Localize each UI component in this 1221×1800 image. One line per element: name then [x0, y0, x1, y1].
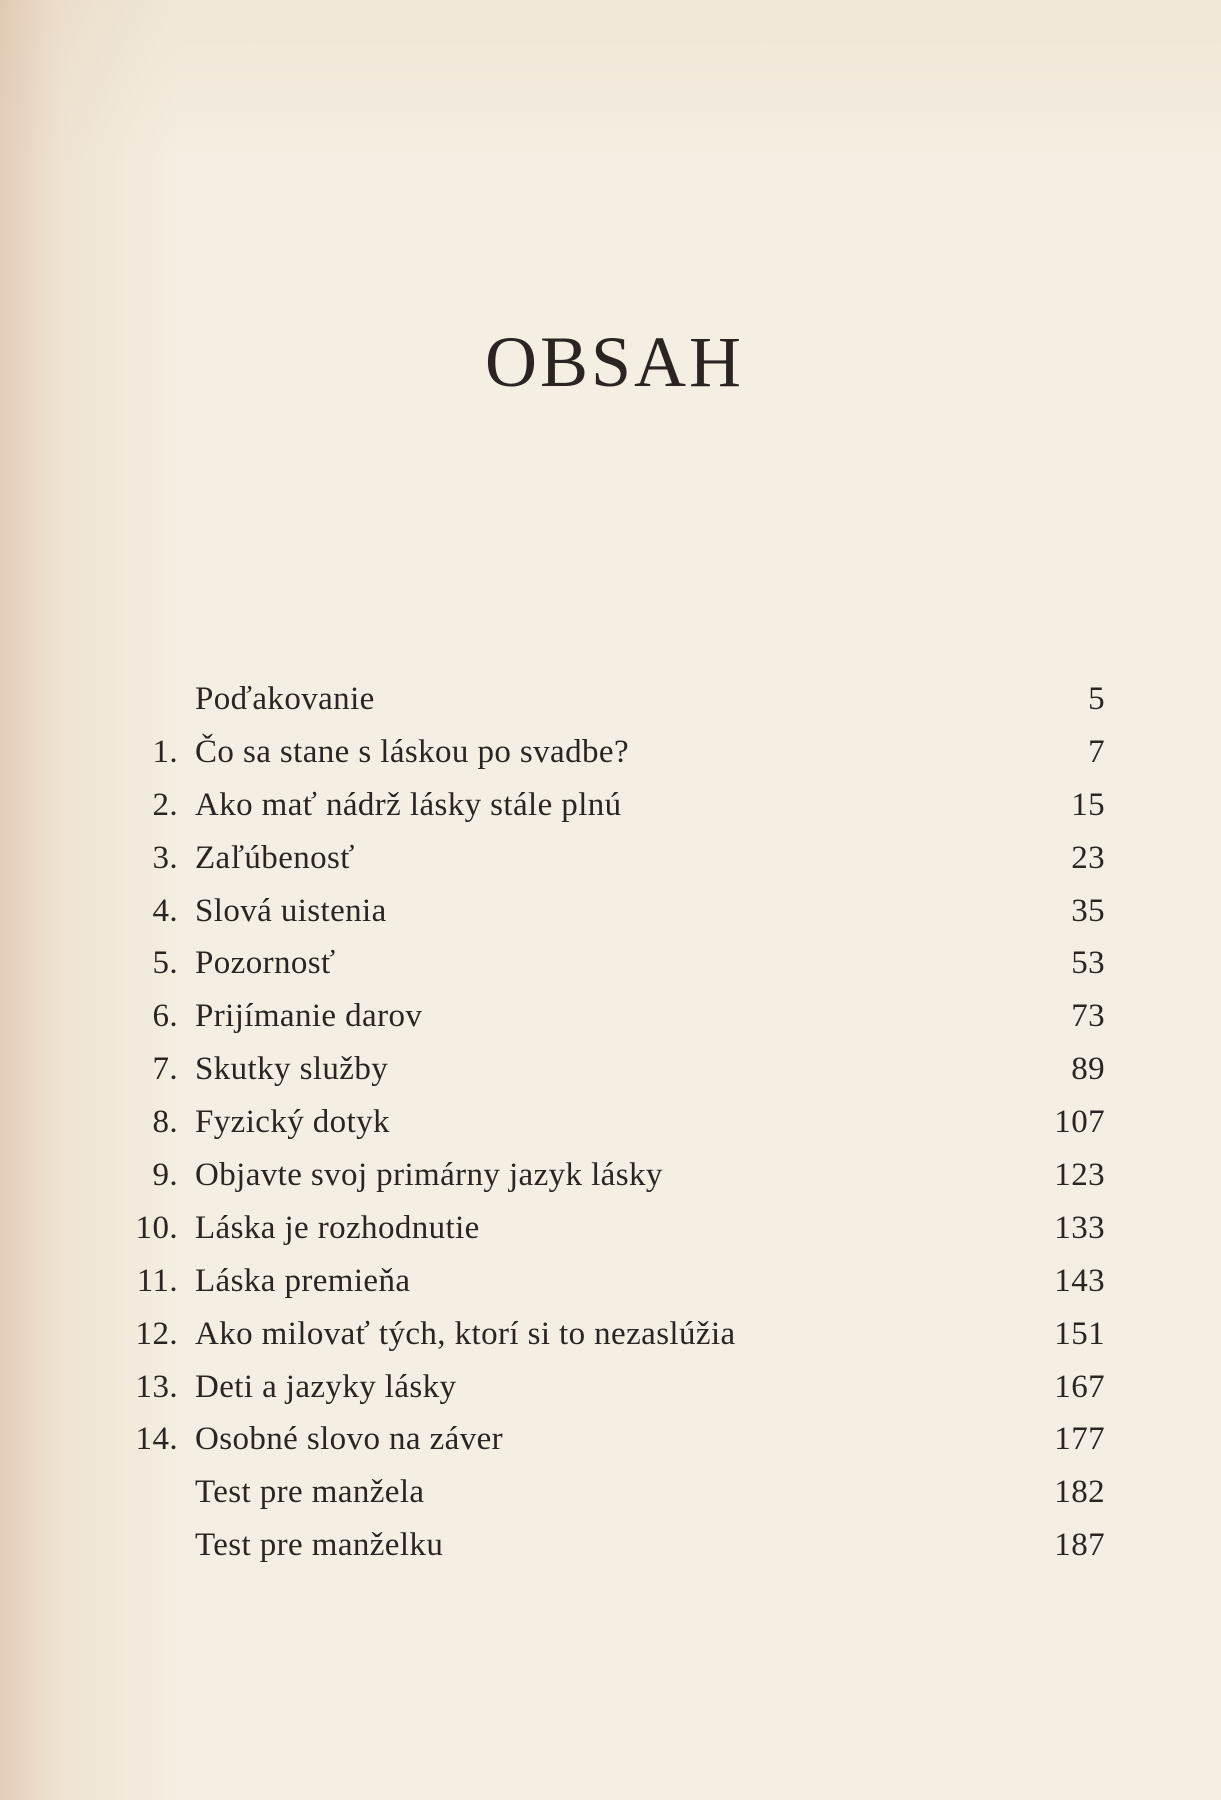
toc-entry-page: 89 — [1071, 1051, 1105, 1088]
toc-entry-number: 8. — [152, 1104, 178, 1141]
toc-entry-number: 12. — [135, 1315, 178, 1352]
toc-entry-title: Fyzický dotyk — [195, 1104, 390, 1141]
toc-entry-page: 53 — [1071, 945, 1105, 982]
toc-entry — [110, 1308, 1105, 1361]
toc-entry — [110, 1043, 1105, 1096]
toc-entry — [110, 726, 1105, 779]
toc-entry-title: Skutky služby — [195, 1051, 389, 1088]
toc-entry — [110, 673, 1105, 726]
toc-entry-page: 143 — [1054, 1262, 1105, 1299]
table-of-contents — [110, 673, 1105, 1572]
toc-entry-page: 177 — [1054, 1421, 1105, 1458]
toc-entry — [110, 1202, 1105, 1255]
toc-entry-title: Objavte svoj primárny jazyk lásky — [195, 1157, 663, 1194]
toc-entry-title: Osobné slovo na záver — [195, 1421, 504, 1458]
toc-entry-page: 107 — [1054, 1104, 1105, 1141]
toc-entry-title: Ako milovať tých, ktorí si to nezaslúžia — [195, 1315, 736, 1352]
toc-entry-title: Deti a jazyky lásky — [195, 1368, 457, 1405]
toc-entry-page: 187 — [1054, 1527, 1105, 1564]
toc-entry-title: Ako mať nádrž lásky stále plnú — [195, 786, 622, 823]
toc-entry-number: 13. — [135, 1368, 178, 1405]
toc-entry-number: 11. — [136, 1262, 178, 1299]
toc-entry-number: 1. — [152, 733, 178, 770]
toc-entry-page: 35 — [1071, 892, 1105, 929]
toc-entry — [110, 1255, 1105, 1308]
toc-entry — [110, 779, 1105, 832]
toc-entry-title: Poďakovanie — [195, 681, 375, 717]
toc-entry-title: Test pre manžela — [195, 1474, 425, 1511]
toc-entry — [110, 885, 1105, 938]
toc-entry-number: 4. — [152, 892, 178, 929]
toc-entry-title: Pozornosť — [195, 945, 336, 982]
toc-entry-number: 6. — [152, 998, 178, 1035]
toc-entry-title: Prijímanie darov — [195, 998, 423, 1035]
toc-entry-page: 182 — [1054, 1474, 1105, 1511]
toc-entry-title: Zaľúbenosť — [195, 839, 355, 876]
toc-entry-title: Test pre manželku — [195, 1527, 444, 1564]
toc-entry-page: 133 — [1054, 1209, 1105, 1246]
toc-entry — [110, 832, 1105, 885]
toc-entry — [110, 1096, 1105, 1149]
toc-entry-number: 10. — [135, 1209, 178, 1246]
toc-entry-number: 2. — [152, 786, 178, 823]
toc-entry-number: 3. — [152, 839, 178, 876]
toc-entry-title: Čo sa stane s láskou po svadbe? — [195, 733, 629, 770]
toc-entry — [110, 1519, 1105, 1572]
toc-entry-page: 167 — [1054, 1368, 1105, 1405]
toc-entry-page: 151 — [1054, 1315, 1105, 1352]
toc-entry-page: 5 — [1088, 681, 1105, 717]
toc-entry-page: 123 — [1054, 1157, 1105, 1194]
toc-entry — [110, 990, 1105, 1043]
toc-entry — [110, 937, 1105, 990]
toc-entry-title: Láska je rozhodnutie — [195, 1209, 480, 1246]
toc-entry-number: 14. — [135, 1421, 178, 1458]
toc-entry-number: 7. — [152, 1051, 178, 1088]
toc-entry — [110, 1361, 1105, 1414]
toc-entry — [110, 1466, 1105, 1519]
toc-entry-title: Slová uistenia — [195, 892, 387, 929]
toc-entry-page: 73 — [1071, 998, 1105, 1035]
toc-entry-title: Láska premieňa — [195, 1262, 411, 1299]
toc-entry-page: 7 — [1088, 733, 1105, 770]
toc-entry-number: 5. — [152, 945, 178, 982]
toc-entry — [110, 1149, 1105, 1202]
toc-entry-page: 15 — [1071, 786, 1105, 823]
toc-entry-page: 23 — [1071, 839, 1105, 876]
toc-entry-number: 9. — [152, 1157, 178, 1194]
page-title: OBSAH — [484, 322, 745, 402]
toc-entry — [110, 1413, 1105, 1466]
